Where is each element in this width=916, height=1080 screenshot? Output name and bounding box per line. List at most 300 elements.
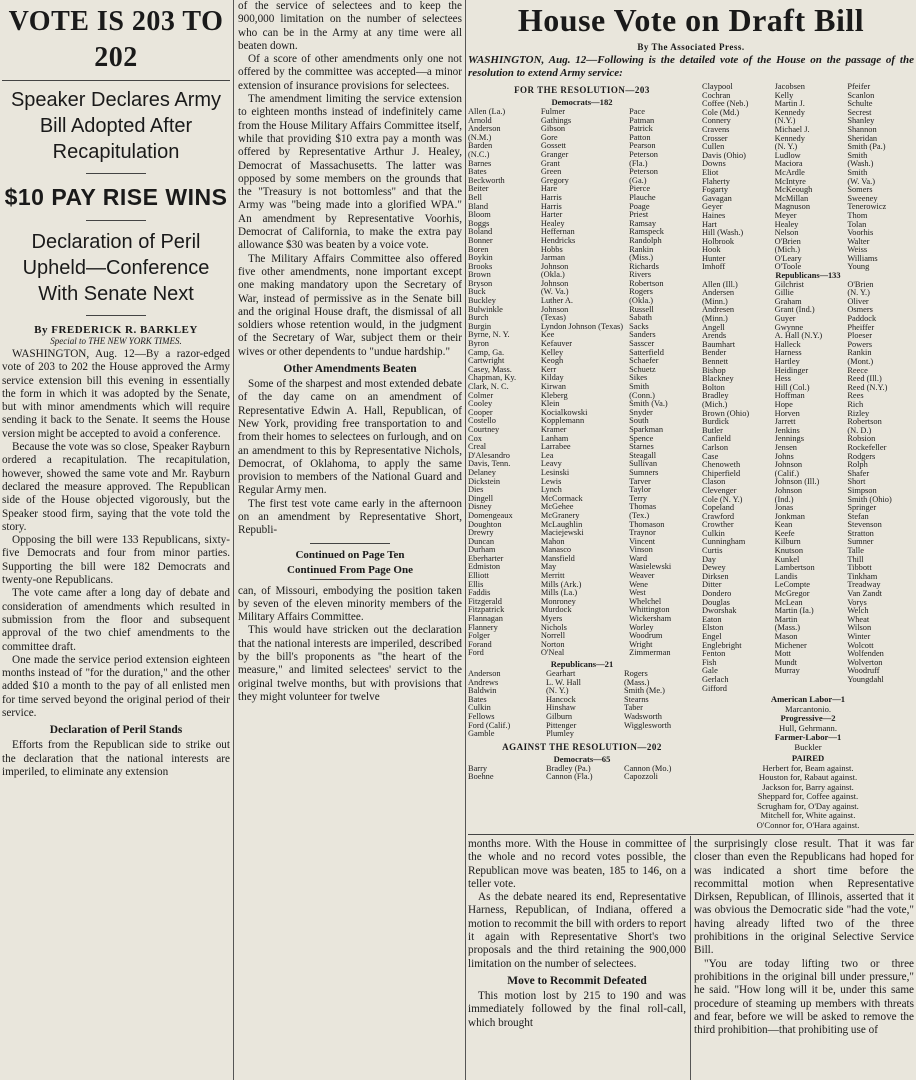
vote-name: Winter <box>847 633 871 641</box>
deck-1-line: Speaker Declares Army <box>10 89 222 111</box>
vote-name: Young <box>847 263 870 272</box>
vote-name: Bradley <box>702 392 729 401</box>
vote-name: Hobbs <box>540 245 563 254</box>
vote-name: Gavagan <box>702 194 732 203</box>
rep-for-head: Republicans—21 <box>550 659 614 669</box>
vote-name: Culkin <box>468 704 491 713</box>
subhead: Declaration of Peril Stands <box>49 724 183 737</box>
vote-name: Kilburn <box>774 538 801 547</box>
paragraph: The vote came after a long day of debate and consideration of amendments which resulted in submission from the floor and subsequent approval of the two chief amendments to the committee draft. <box>2 587 230 653</box>
vote-name: Bradley (Pa.) <box>546 764 591 773</box>
vote-name: McLean <box>774 598 803 607</box>
vote-name: Thom <box>847 211 868 220</box>
vote-name: (Ind.) <box>774 495 794 504</box>
vote-name: Baumhart <box>702 340 736 349</box>
vote-name: Hope <box>774 400 793 409</box>
vote-name: Coffee (Neb.) <box>702 100 749 109</box>
vote-name: Schaefer <box>629 357 659 366</box>
vote-name: Van Zandt <box>847 590 882 599</box>
deck-3-line: With Senate Next <box>38 283 194 305</box>
vote-name: Harris <box>540 202 562 211</box>
vote-name: Patman <box>629 116 655 125</box>
vote-name: Stearns <box>624 695 649 704</box>
vote-name: Sabath <box>629 314 652 323</box>
vote-name: Hill (Wash.) <box>702 229 744 238</box>
vote-name: Osmers <box>847 306 873 315</box>
vote-name: Cunningham <box>702 538 746 547</box>
against-grid <box>702 83 914 693</box>
vote-name: Vincent <box>629 537 656 546</box>
vote-name: Pace <box>629 108 645 116</box>
vote-name: Elston <box>702 624 724 633</box>
vote-name: Johnson (Ill.) <box>774 478 820 487</box>
vote-name: Pierce <box>629 185 651 194</box>
paragraph: WASHINGTON, Aug. 12—By a razor-edged vote of 203 to 202 the House approved the Army service extension bill this evening in essentially the form in which it was adopted by the Senate, but with minor amendments which will require sending it back to the Senate. It seems the House version might be accepted to avoid a conference. <box>2 348 230 440</box>
vote-name: (Fla.) <box>629 159 648 168</box>
paired-entry: Mitchell for, White against. <box>760 810 856 821</box>
vote-name: (N. Y.) <box>546 687 569 696</box>
vote-name: Curtis <box>702 547 723 556</box>
vote-name: Youngdahl <box>847 675 884 684</box>
vote-name: Culkin <box>702 529 725 538</box>
bottom-mid-column <box>468 838 686 1080</box>
vote-name: Burdick <box>702 418 729 427</box>
paragraph: One made the service period extension eighteen months instead of "for the duration," and the other added $10 a month to the pay of all enlisted men for time served beyond the original period of their service. <box>2 653 230 720</box>
vote-name: Baldwin <box>468 687 497 696</box>
vote-name: Rankin <box>629 245 654 254</box>
vote-name: Dickstein <box>468 477 501 486</box>
vote-name: McGregor <box>774 590 810 599</box>
vote-name: Plauche <box>629 193 656 202</box>
vote-name: O'Leary <box>774 254 802 263</box>
vote-name: (Miss.) <box>629 254 654 263</box>
vote-name: Brown (Ohio) <box>702 409 750 418</box>
vote-name: Hoffman <box>774 392 805 401</box>
vote-name: Gregory <box>540 176 569 185</box>
vote-name: Boland <box>468 228 493 237</box>
vote-name: Cannon (Mo.) <box>624 764 672 773</box>
vote-name: Flannagan <box>468 615 503 624</box>
farmer-labor-head: Farmer-Labor—1 <box>774 732 842 743</box>
vote-name: McKeough <box>774 186 813 195</box>
vote-name: Gathings <box>540 116 572 125</box>
vote-name: Bender <box>702 349 727 358</box>
vote-name: Nelson <box>774 229 799 238</box>
vote-name: Fenton <box>702 650 726 659</box>
vote-name: Ellis <box>468 580 484 589</box>
vote-name: Johns <box>774 452 794 461</box>
vote-name: Heffernan <box>540 228 575 237</box>
vote-name: Courtney <box>468 425 500 434</box>
vote-name: Kelley <box>540 348 564 357</box>
vote-name: Ramsay <box>629 219 657 228</box>
vote-name: Sweeney <box>847 194 878 203</box>
vote-name: Eberharter <box>468 554 504 563</box>
vote-name: Engel <box>702 633 722 641</box>
vote-name: Rankin <box>847 349 872 358</box>
bottom-right-column <box>694 838 914 1080</box>
vote-name: McCormack <box>540 494 583 503</box>
vote-name: Wright <box>629 640 653 649</box>
vote-name: Hancock <box>546 695 576 704</box>
vote-name: Spence <box>629 434 654 443</box>
vote-name: Kerr <box>540 365 557 374</box>
vote-name: Lesinski <box>540 468 570 477</box>
vote-name: Fish <box>702 658 717 667</box>
vote-names-column <box>546 670 618 739</box>
vote-name: Gearhart <box>546 670 576 678</box>
vote-name: Reece <box>847 366 868 375</box>
vote-name: A. Hall (N.Y.) <box>774 332 823 341</box>
dem-for-head: Democrats—182 <box>551 97 613 107</box>
vote-name: (Mich.) <box>702 400 728 409</box>
vote-name: Voorhis <box>847 229 874 238</box>
vote-name: Schulte <box>847 100 873 109</box>
vote-name: (Conn.) <box>629 391 655 400</box>
vote-name: L. W. Hall <box>546 678 581 687</box>
vote-name: Jennings <box>774 435 804 444</box>
vote-name <box>702 272 769 281</box>
vote-names-column <box>775 83 842 693</box>
vote-name: Bryson <box>468 279 493 288</box>
vote-name: Harter <box>540 211 563 220</box>
vote-name: Jarman <box>540 254 566 263</box>
vote-name: Taber <box>624 704 643 713</box>
vote-name: Weiss <box>847 246 868 255</box>
vote-name: (N.C.) <box>468 150 490 159</box>
vote-name: McGranery <box>540 511 580 520</box>
vote-name: Satterfield <box>629 348 664 357</box>
vote-name: Vinson <box>629 546 653 555</box>
vote-name: Byrne, N. Y. <box>468 331 510 340</box>
vote-name: McArdle <box>774 168 805 177</box>
paragraph: Efforts from the Republican side to strike out the declaration that the national interests are imperiled, to eliminate any extension <box>2 739 230 778</box>
vote-name: Sacks <box>629 322 649 331</box>
vote-name: Klein <box>540 400 560 409</box>
vote-name: Woodruff <box>847 667 880 676</box>
vote-name: Capozzoli <box>624 773 658 782</box>
vote-name: Brown <box>468 271 491 280</box>
vote-name: Allen (Ill.) <box>702 280 738 289</box>
vote-name: Bishop <box>702 366 726 375</box>
vote-name: Talle <box>847 547 864 556</box>
vote-name: Fitzgerald <box>468 597 502 606</box>
vote-name: Domengeaux <box>468 511 513 520</box>
deck-3 <box>2 229 230 307</box>
vote-name: Ford (Calif.) <box>468 721 511 730</box>
paired-entry: Herbert for, Beam against. <box>762 762 854 773</box>
vote-name: Eliot <box>702 168 719 177</box>
vote-list-title: House Vote on Draft Bill <box>517 2 865 38</box>
vote-name: Cullen <box>702 143 725 152</box>
vote-name: Arnold <box>468 116 492 125</box>
vote-name: Eaton <box>702 615 722 624</box>
vote-name: Bell <box>468 193 482 202</box>
vote-name: Merritt <box>540 572 565 581</box>
vote-name: Keefe <box>774 529 795 538</box>
vote-name: Robertson <box>629 279 664 288</box>
vote-name: Heidinger <box>774 366 809 375</box>
vote-name: Nichols <box>540 623 567 632</box>
vote-name: Dondero <box>702 590 732 599</box>
vote-name: Hunter <box>702 254 726 263</box>
vote-name: Pearson <box>629 142 656 151</box>
vote-name: Boehne <box>468 773 494 782</box>
vote-name: (N. Y.) <box>847 289 870 298</box>
vote-name: Delaney <box>468 468 496 477</box>
vote-name: Crowther <box>702 521 734 530</box>
vote-name: Blackney <box>702 375 734 384</box>
vote-name: Rizley <box>847 409 870 418</box>
vote-name: Smith <box>629 383 650 391</box>
vote-name: Hess <box>774 375 791 384</box>
vote-names-column <box>624 765 696 782</box>
vote-name: Cooper <box>468 408 493 417</box>
vote-name: Johnson <box>540 279 569 288</box>
paragraph: The Military Affairs Committee also offered five other amendments, none important except one making mandatory upon the Secretary of War, instead of permissive as in the Senate bill and the original House draft, the dismissal of all soldiers whose retention would, in the judgment of the Secretary of War, subject them or their wives or other dependents to "undue hardship." <box>238 252 462 358</box>
vote-name: Brooks <box>468 262 493 271</box>
vote-name: Case <box>702 452 719 461</box>
vote-name: Martin J. <box>774 100 805 109</box>
paired-entry: Jackson for, Barry against. <box>762 781 854 792</box>
vote-name: Gilburn <box>546 712 573 721</box>
vote-name: Bates <box>468 168 487 177</box>
for-resolution-block <box>468 83 696 830</box>
vote-name: D'Alesandro <box>468 451 510 460</box>
paired-entry: Scrugham for, O'Day against. <box>757 800 859 811</box>
vote-name: (W. Va.) <box>847 177 876 186</box>
vote-name: Geyer <box>702 203 723 212</box>
vote-name: Fogarty <box>702 186 729 195</box>
vote-name: Traynor <box>629 529 656 538</box>
vote-name: Norton <box>540 640 565 649</box>
vote-names-column <box>541 108 623 658</box>
vote-name: (Minn.) <box>702 315 728 324</box>
vote-name: Wheat <box>847 615 870 624</box>
vote-name: Casey, Mass. <box>468 365 512 374</box>
vote-name: Camp, Ga. <box>468 348 505 357</box>
vote-name: Sumners <box>629 468 659 477</box>
vote-name: Canfield <box>702 435 731 444</box>
vote-name: Thill <box>847 555 864 564</box>
vote-name: Woodrum <box>629 632 663 641</box>
vote-name: Gilchrist <box>774 280 804 289</box>
paragraph: months more. With the House in committee of the whole and no record votes possible, the Republican move was beaten, 185 to 146, on a teller vote. <box>468 838 686 890</box>
vote-name: Jonkman <box>774 512 805 521</box>
paragraph: As the debate neared its end, Representative Harness, Republican, of Indiana, offered a motion to recommit the bill with orders to report it again with Representative Short's two proposals and the third retaining the 900,000 limitation on the number of selectees. <box>468 891 686 970</box>
vote-name: McMillan <box>774 194 809 203</box>
vote-name: Costello <box>468 417 496 426</box>
vote-name: Robertson <box>847 418 882 427</box>
vote-name: Mansfield <box>540 554 575 563</box>
vote-name: Kleberg <box>540 391 568 400</box>
vote-name: May <box>540 563 557 572</box>
vote-name: Kocialkowski <box>540 408 588 417</box>
vote-name: Simpson <box>847 486 877 495</box>
vote-name: Smith <box>847 151 868 160</box>
vote-name: Fitzpatrick <box>468 606 505 615</box>
vote-name: Leavy <box>540 460 562 469</box>
vote-name: Wene <box>629 580 648 589</box>
vote-name: Angell <box>702 323 725 332</box>
special-credit: Special to THE NEW YORK TIMES. <box>50 336 182 346</box>
vote-names-column <box>468 108 535 658</box>
vote-name: Knutson <box>774 547 804 556</box>
vote-name: Rolph <box>847 461 868 470</box>
vote-name: Burch <box>468 314 489 323</box>
paragraph: the surprisingly close result. That it was far closer than even the Republicans had hoped for was indicated a short time before the recommittal motion when Representative Dirksen, Republican, of Illinois, asserted that it was obvious the Democratic side "had the vote," having already lifted two of the three prohibitions in the original Selective Service Bill. <box>694 838 914 957</box>
vote-name: Sparkman <box>629 425 664 434</box>
paragraph: The amendment limiting the service extension to eighteen months instead of indefinitely came from the House Military Affairs Committee itself, while that providing $10 extra pay a month was offered by Representative Arthur J. Healey, Democrat of Massachusetts. The latter was opposed by some members on the grounds that the "Treasury is not bottomless" and that the Army was "being made into a glorified WPA." An amendment by Representative Voorhis, Democrat of California, to make the extra pay allowance $30 was beaten by a voice vote. <box>238 93 462 252</box>
vote-name: Anderson <box>468 670 501 678</box>
vote-name: Weaver <box>629 572 655 581</box>
paragraph: of the service of selectees and to keep the 900,000 limitation on the number of selectees who can be in the Army at any time were all beaten down. <box>238 0 462 52</box>
vote-name: Beiter <box>468 185 489 194</box>
vote-name: (N. D.) <box>847 426 872 435</box>
vote-name: Flannery <box>468 623 498 632</box>
assoc-press-credit: By The Associated Press. <box>637 42 745 52</box>
vote-name: Bonner <box>468 236 493 245</box>
vote-name: Monroney <box>540 597 576 606</box>
vote-name: Beckworth <box>468 176 505 185</box>
vote-name: Gerlach <box>702 675 729 684</box>
vote-name: Lyndon Johnson (Texas) <box>540 322 624 331</box>
vote-name: Starnes <box>629 443 654 452</box>
vote-name: Ditter <box>702 581 722 590</box>
vote-name: Ford <box>468 649 484 658</box>
paired-head: PAIRED <box>791 753 825 764</box>
vote-name: Folger <box>468 632 490 641</box>
vote-name: Tibbott <box>847 564 872 573</box>
dem-for-grid <box>468 108 696 658</box>
subhead: Other Amendments Beaten <box>283 363 417 376</box>
vote-name: Lynch <box>540 486 562 495</box>
vote-name: Davis (Ohio) <box>702 151 746 160</box>
vote-name: Sumner <box>847 538 874 547</box>
vote-name: (N.M.) <box>468 133 492 142</box>
vote-name: Crosser <box>702 134 728 143</box>
vote-name: Douglas <box>702 598 730 607</box>
vote-name: Shanley <box>847 117 875 126</box>
vote-name: Patrick <box>629 125 653 134</box>
banner-headline: VOTE IS 203 TO 202 <box>8 6 224 73</box>
vote-name: Somers <box>847 186 873 195</box>
vote-name: Walter <box>847 237 870 246</box>
vote-name: Kee <box>540 331 555 340</box>
vote-name: O'Neal <box>540 649 565 658</box>
vote-name: Landis <box>774 572 798 581</box>
deck-3-line: Declaration of Peril <box>31 231 201 253</box>
vote-name: Bennett <box>702 358 729 366</box>
vote-name: Drewry <box>468 529 494 538</box>
vote-name: Johnson <box>774 461 803 470</box>
vote-name: Boggs <box>468 219 490 228</box>
vote-name: Cartwright <box>468 357 505 366</box>
vote-name: Wadsworth <box>624 712 662 721</box>
vote-name: Forand <box>468 640 492 649</box>
vote-name: Clason <box>702 478 726 487</box>
vote-name: Rodgers <box>847 452 876 461</box>
vote-name: Steagall <box>629 451 657 460</box>
vote-name: Barry <box>468 764 488 773</box>
vote-name: Healey <box>540 219 565 228</box>
progressive-names: Hull, Gehrmann. <box>779 722 837 733</box>
vote-name: Johnson <box>540 305 569 314</box>
vote-name: Kirwan <box>540 383 566 391</box>
paired-entry: O'Connor for, O'Hara against. <box>756 819 860 830</box>
vote-name: Michael J. <box>774 125 810 134</box>
paragraph: "You are today lifting two or three prohibitions in the original bill under pressure," he said. "How long will it be, under this same procedure of steaming up members with threats and fear, before we will be asked to remove the third prohibition—that prohibiting use of <box>694 957 914 1037</box>
vote-name: Martin (Ia.) <box>774 607 814 616</box>
vote-name: Pittenger <box>546 721 577 730</box>
vote-name: Barden <box>468 142 493 151</box>
vote-name: Horven <box>774 409 800 418</box>
paired-list <box>702 764 914 831</box>
vote-names-column <box>847 83 914 693</box>
vote-name: Kennedy <box>774 134 805 143</box>
paired-entry: Sheppard for, Coffee against. <box>757 791 859 802</box>
paragraph: Because the vote was so close, Speaker Rayburn ordered a recapitulation. The recapitulation, however, showed the same vote and Mr. Rayburn declared the measure approved. The Republican side of the House objected vigorously, but the Speaker stood firm, saying that the vote told the story. <box>2 441 230 533</box>
vote-name: Short <box>847 478 866 487</box>
vote-name: Kean <box>774 521 793 530</box>
vote-name: Doughton <box>468 520 502 529</box>
vote-name: Colmer <box>468 391 494 400</box>
vote-name: Williams <box>847 254 878 263</box>
vote-name: Sheridan <box>847 134 878 143</box>
vote-name: Wigglesworth <box>624 721 672 730</box>
vote-name: Boren <box>468 245 489 254</box>
vote-name: Butler <box>702 426 723 435</box>
vote-name: Elliott <box>468 572 489 581</box>
vote-name <box>847 272 914 281</box>
vote-name: Mahon <box>540 537 565 546</box>
vote-name: Connery <box>702 117 731 126</box>
vote-name: Peterson <box>629 168 658 177</box>
vote-name: Maciejewski <box>540 529 584 538</box>
vote-name: LeCompte <box>774 581 811 590</box>
vote-name: Mills (Ark.) <box>540 580 582 589</box>
continued-from-label: Continued From Page One <box>287 563 413 576</box>
vote-name: Durham <box>468 546 496 555</box>
vote-name: Kefauver <box>540 340 573 349</box>
vote-name: Bates <box>468 695 487 704</box>
vote-name: Tarver <box>629 477 651 486</box>
vote-name: Englebright <box>702 641 742 650</box>
vote-name: Schuetz <box>629 365 656 374</box>
left-column <box>2 0 230 1080</box>
rep-for-grid <box>468 670 696 739</box>
vote-name: Grant <box>540 159 560 168</box>
vote-name: Flaherty <box>702 177 730 186</box>
vote-name: Wickersham <box>629 615 672 624</box>
vote-name: O'Brien <box>774 237 801 246</box>
against-continuation-block <box>702 83 914 830</box>
vote-name: Smith (Va.) <box>629 400 668 409</box>
vote-name: Bloom <box>468 211 491 220</box>
dem-against-head: Democrats—65 <box>553 753 611 764</box>
vote-name: Pheiffer <box>847 323 875 332</box>
vote-name: Hendricks <box>540 236 576 245</box>
farmer-labor-name: Buckler <box>794 741 822 752</box>
vote-name: Paddock <box>847 315 877 324</box>
vote-name: Chiperfield <box>702 469 741 478</box>
vote-name: (Okla.) <box>629 297 654 306</box>
vote-name: Johnson <box>540 262 569 271</box>
vote-name: O'Toole <box>774 263 802 272</box>
vote-name: Gillie <box>774 289 794 298</box>
vote-name: Sanders <box>629 331 656 340</box>
vote-name: Bolton <box>702 383 725 392</box>
